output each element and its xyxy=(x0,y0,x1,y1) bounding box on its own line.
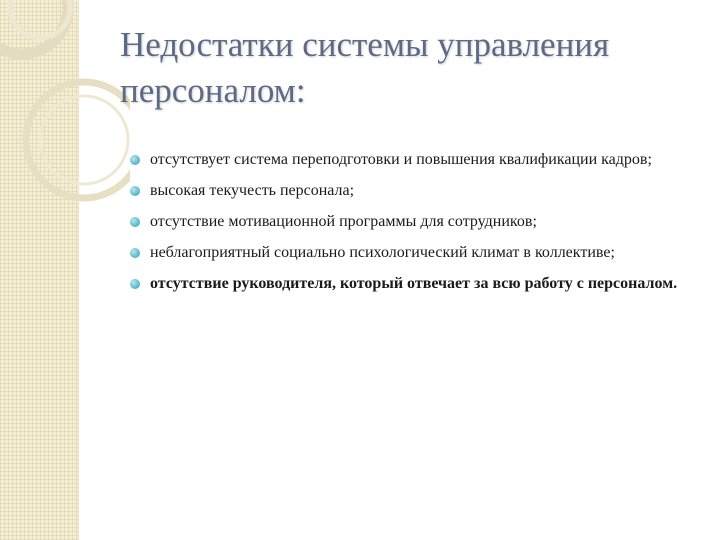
bullet-item xyxy=(130,242,710,264)
bullet-icon xyxy=(130,279,140,289)
slide-title: Недостатки системы управления персоналом: xyxy=(120,25,610,110)
bullet-list xyxy=(130,149,710,304)
bullet-icon xyxy=(130,186,140,196)
bullet-item xyxy=(130,211,710,233)
bullet-icon xyxy=(130,248,140,258)
bullet-text: отсутствие руководителя, который отвечает за всю работу с персоналом. xyxy=(150,275,678,292)
bullet-text: отсутствует система переподготовки и повышения квалификации кадров; xyxy=(150,151,652,168)
bullet-text: отсутствие мотивационной программы для сотрудников; xyxy=(150,213,537,230)
bullet-item xyxy=(130,180,710,202)
bullet-item xyxy=(130,273,710,295)
bullet-icon xyxy=(130,155,140,165)
bullet-item xyxy=(130,149,710,171)
bullet-text: высокая текучесть персонала; xyxy=(150,182,355,199)
bullet-text: неблагоприятный социально психологический климат в коллективе; xyxy=(150,244,615,261)
decorative-rings xyxy=(0,0,130,220)
bullet-icon xyxy=(130,217,140,227)
